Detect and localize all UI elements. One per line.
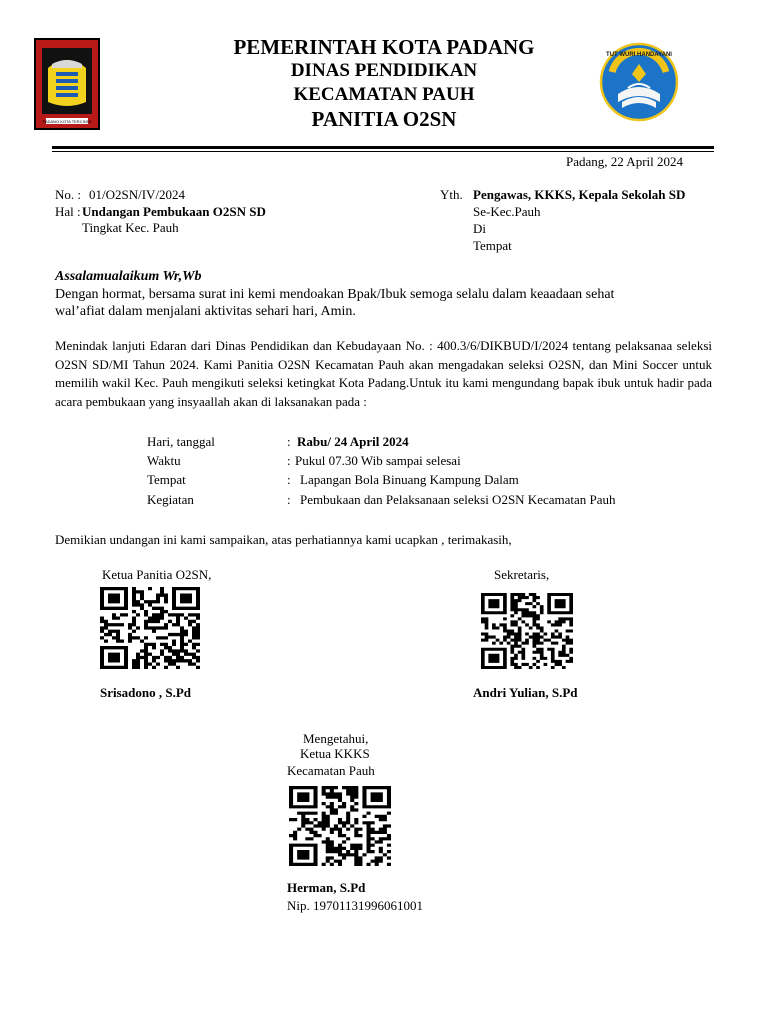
detail-value-activity: Pembukaan dan Pelaksanaan seleksi O2SN Kecamatan Pauh <box>300 492 616 507</box>
letter-subject: Undangan Pembukaan O2SN SD <box>82 204 266 219</box>
qr-code-icon <box>100 587 200 669</box>
detail-sep-activity: : <box>287 492 291 507</box>
opening-line-2: wal’afiat dalam menjalani aktivitas sehari hari, Amin. <box>55 304 356 319</box>
main-paragraph: Menindak lanjuti Edaran dari Dinas Pendidikan dan Kebudayaan No. : 400.3/6/DIKBUD/I/2024 tentang pelaksanaa seleksi O2SN SD/MI Tahun 2024. Kami Panitia O2SN Kecamatan Pauh akan mengadakan seleksi O2SN, dan Mini Soccer untuk memilih wakil Kec. Pauh mengikuti seleksi ketingkat Kota Padang.Untuk itu kami mengundang bapak ibuk untuk hadir pada acara pembukaan yang insyaallah akan di laksanakan pada : <box>55 338 712 409</box>
header-committee: PANITIA O2SN <box>311 107 457 131</box>
recipient-area: Se-Kec.Pauh <box>473 204 541 219</box>
recipient-name: Pengawas, KKKS, Kepala Sekolah SD <box>473 187 686 202</box>
signature-center-title-3: Kecamatan Pauh <box>287 763 375 778</box>
signature-center-title-1: Mengetahui, <box>303 731 369 746</box>
recipient-di: Di <box>473 221 486 236</box>
detail-label-place: Tempat <box>147 472 186 487</box>
tut-wuri-emblem-lettering: TUT WURI HANDAYANI <box>606 52 672 58</box>
signature-left-name: Srisadono , S.Pd <box>100 685 192 700</box>
detail-label-date: Hari, tanggal <box>147 434 215 449</box>
detail-value-place: Lapangan Bola Binuang Kampung Dalam <box>300 472 519 487</box>
header-divider-thick <box>52 146 714 149</box>
recipient-label: Yth. <box>440 187 463 202</box>
detail-label-time: Waktu <box>147 453 181 468</box>
letter-number: 01/O2SN/IV/2024 <box>89 187 186 202</box>
detail-label-activity: Kegiatan <box>147 492 194 507</box>
signature-center-name: Herman, S.Pd <box>287 880 366 895</box>
detail-value-date: Rabu/ 24 April 2024 <box>297 434 409 449</box>
detail-sep-time: : <box>287 453 291 468</box>
padang-emblem-lettering: PADANG KOTA TERCINTA <box>42 119 92 124</box>
signature-right-title: Sekretaris, <box>494 567 550 582</box>
detail-sep-place: : <box>287 472 291 487</box>
header-district: KECAMATAN PAUH <box>293 84 475 105</box>
greeting: Assalamualaikum Wr,Wb <box>55 269 202 284</box>
header-divider-thin <box>52 151 714 152</box>
detail-value-time: Pukul 07.30 Wib sampai selesai <box>295 453 461 468</box>
signature-center-nip: Nip. 19701131996061001 <box>287 898 424 913</box>
signature-center-title-2: Ketua KKKS <box>300 746 370 761</box>
closing-line: Demikian undangan ini kami sampaikan, atas perhatiannya kami ucapkan , terimakasih, <box>55 532 512 547</box>
signature-left-title: Ketua Panitia O2SN, <box>102 567 212 582</box>
qr-code-icon <box>289 786 391 866</box>
letter-number-label: No. : <box>55 187 81 202</box>
header-government: PEMERINTAH KOTA PADANG <box>233 35 535 59</box>
letter-subject-label: Hal : <box>55 204 81 219</box>
opening-line-1: Dengan hormat, bersama surat ini kemi mendoakan Bpak/Ibuk semoga selalu dalam keaadaan sehat <box>55 287 615 302</box>
header-office: DINAS PENDIDIKAN <box>290 60 478 81</box>
letter-subject-line2: Tingkat Kec. Pauh <box>82 220 179 235</box>
signature-right-name: Andri Yulian, S.Pd <box>473 685 578 700</box>
detail-sep-date: : <box>287 434 291 449</box>
qr-code-icon <box>481 593 573 669</box>
recipient-place: Tempat <box>473 238 512 253</box>
letter-date: Padang, 22 April 2024 <box>566 154 683 169</box>
